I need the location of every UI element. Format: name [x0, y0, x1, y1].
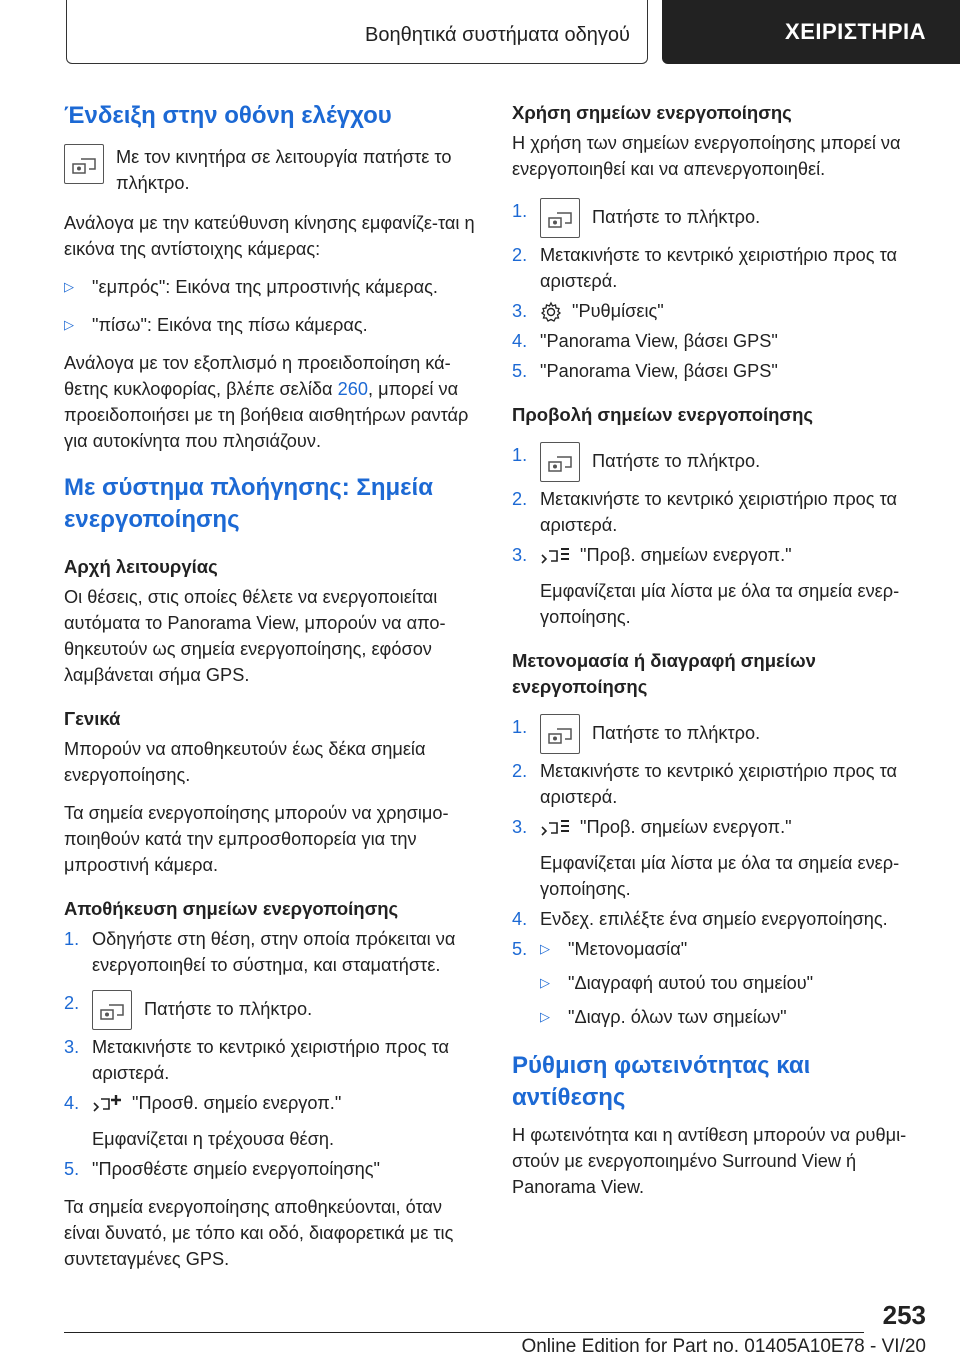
- heading-navigation: Με σύστημα πλοήγησης: Σημεία ενεργοποίησης: [64, 474, 433, 533]
- display-instruction-text: Με τον κινητήρα σε λειτουργία πατήστε το πλήκτρο.: [116, 147, 452, 193]
- triangle-bullet-icon: ▷: [64, 279, 74, 294]
- heading-use: Χρήση σημείων ενεργοποίησης: [512, 102, 792, 123]
- heading-view: Προβολή σημείων ενεργοποίησης: [512, 404, 814, 425]
- triangle-bullet-icon: ▷: [64, 317, 74, 332]
- camera-button-icon: [92, 990, 132, 1030]
- triangle-bullet-icon: ▷: [540, 975, 550, 990]
- list-icon: [540, 817, 570, 839]
- display-instruction: [64, 144, 478, 196]
- list-item: 2. Μετακινήστε το κεντρικό χειριστήριο προς τα αριστερά.: [512, 761, 898, 807]
- list-item: 2. Πατήστε το πλήκτρο.: [64, 990, 478, 1030]
- list-item: 1. Πατήστε το πλήκτρο.: [512, 198, 927, 238]
- paragraph-store-end: Τα σημεία ενεργοποίησης αποθηκεύονται, όταν είναι δυνατό, με τόπο και οδό, διαφορετικά με τις συντεταγμένες GPS.: [64, 1197, 454, 1269]
- paragraph-general-2: Τα σημεία ενεργοποίησης μπορούν να χρησιμο-ποιηθούν κατά την εμπροσθοπορεία για την μπροστινή κάμερα.: [64, 803, 449, 875]
- list-item: 2. Μετακινήστε το κεντρικό χειριστήριο προς τα αριστερά.: [512, 245, 898, 291]
- list-item: 1. Πατήστε το πλήκτρο.: [512, 442, 927, 482]
- use-steps: [512, 198, 927, 384]
- rename-steps: [512, 714, 927, 1038]
- list-item: 3. Μετακινήστε το κεντρικό χειριστήριο προς τα αριστερά.: [64, 1037, 450, 1083]
- paragraph-principle: Οι θέσεις, στις οποίες θέλετε να ενεργοποιείται αυτόματα το Panorama View, μπορούν να απο-θηκευτούν ως σημεία ενεργοποίησης, εφόσον λαμβάνεται σήμα GPS.: [64, 587, 446, 685]
- bullet-item: ▷ "Διαγρ. όλων των σημείων": [540, 1004, 927, 1030]
- page-number: 253: [882, 1300, 926, 1330]
- list-item: 4. "Panorama View, βάσει GPS": [512, 331, 778, 351]
- paragraph-use: Η χρήση των σημείων ενεργοποίησης μπορεί να ενεργοποιηθεί και να απενεργοποιηθεί.: [512, 133, 901, 179]
- triangle-bullet-icon: ▷: [540, 1009, 550, 1024]
- heading-principle: Αρχή λειτουργίας: [64, 556, 218, 577]
- list-item: 5. "Προσθέστε σημείο ενεργοποίησης": [64, 1159, 380, 1179]
- list-icon: [540, 545, 570, 567]
- page-header: [0, 0, 960, 66]
- bullet-item: ▷ "εμπρός": Εικόνα της μπροστινής κάμερας.: [64, 274, 478, 300]
- paragraph-brightness: Η φωτεινότητα και η αντίθεση μπορούν να ρυθμι-στούν με ενεργοποιημένο Surround View ή Panorama View.: [512, 1125, 907, 1197]
- heading-brightness: Ρύθμιση φωτεινότητας και αντίθεσης: [512, 1052, 811, 1111]
- list-item: 5. "Panorama View, βάσει GPS": [512, 361, 778, 381]
- header-section-title: Βοηθητικά συστήματα οδηγού: [365, 24, 630, 46]
- list-item: 3. "Προβ. σημείων ενεργοπ." Εμφανίζεται μία λίστα με όλα τα σημεία ενερ-γοποίησης.: [512, 545, 900, 627]
- view-steps: [512, 442, 927, 630]
- store-steps: [64, 926, 478, 1182]
- triangle-bullet-icon: ▷: [540, 941, 550, 956]
- bullet-item: ▷ "Μετονομασία": [540, 936, 927, 962]
- paragraph-direction: Ανάλογα με την κατεύθυνση κίνησης εμφανίζε-ται η εικόνα της αντίστοιχης κάμερας:: [64, 213, 475, 259]
- heading-rename: Μετονομασία ή διαγραφή σημείων ενεργοποίησης: [512, 650, 816, 697]
- footer-divider: [64, 1332, 864, 1333]
- camera-button-icon: [540, 442, 580, 482]
- list-item: 1. Οδηγήστε στη θέση, στην οποία πρόκειται να ενεργοποιηθεί το σύστημα, και σταματήστε.: [64, 929, 456, 975]
- left-column: [64, 100, 478, 1284]
- list-item: 3. "Ρυθμίσεις": [512, 298, 927, 324]
- edition-note: Online Edition for Part no. 01405A10E78 - VI/20: [521, 1336, 926, 1357]
- list-item: 4. "Προσθ. σημείο ενεργοπ." Εμφανίζεται η τρέχουσα θέση.: [64, 1093, 342, 1149]
- page-link[interactable]: 260: [337, 379, 368, 399]
- list-item: 2. Μετακινήστε το κεντρικό χειριστήριο προς τα αριστερά.: [512, 489, 898, 535]
- list-item: 3. "Προβ. σημείων ενεργοπ." Εμφανίζεται μία λίστα με όλα τα σημεία ενερ-γοποίησης.: [512, 817, 900, 899]
- list-item: 5. ▷ "Μετονομασία" ▷ "Διαγραφή αυτού του σημείου" ▷ "Διαγρ. όλων των σημείων": [512, 936, 927, 1038]
- paragraph-general-1: Μπορούν να αποθηκευτούν έως δέκα σημεία ενεργοποίησης.: [64, 739, 426, 785]
- bullet-item: ▷ "Διαγραφή αυτού του σημείου": [540, 970, 927, 996]
- bullet-item: ▷ "πίσω": Εικόνα της πίσω κάμερας.: [64, 312, 478, 338]
- list-item: 1. Πατήστε το πλήκτρο.: [512, 714, 927, 754]
- header-chapter-tab: ΧΕΙΡΙΣΤΗΡΙΑ: [662, 0, 960, 64]
- heading-store: Αποθήκευση σημείων ενεργοποίησης: [64, 898, 399, 919]
- camera-button-icon: [64, 144, 104, 184]
- list-item: 4. Ενδεχ. επιλέξτε ένα σημείο ενεργοποίησης.: [512, 909, 888, 929]
- right-column: [512, 100, 927, 1212]
- camera-button-icon: [540, 714, 580, 754]
- camera-button-icon: [540, 198, 580, 238]
- heading-general: Γενικά: [64, 708, 121, 729]
- add-point-icon: [92, 1093, 122, 1115]
- gear-icon: [540, 301, 562, 323]
- paragraph-equipment: Ανάλογα με τον εξοπλισμό η προειδοποίηση κά-θετης κυκλοφορίας, βλέπε σελίδα 260, μπορεί να προειδοποιήσει με τη βοήθεια αισθητήρων ραντάρ για αυτοκίνητα που πλησιάζουν.: [64, 353, 469, 451]
- heading-display: Ένδειξη στην οθόνη ελέγχου: [64, 102, 392, 129]
